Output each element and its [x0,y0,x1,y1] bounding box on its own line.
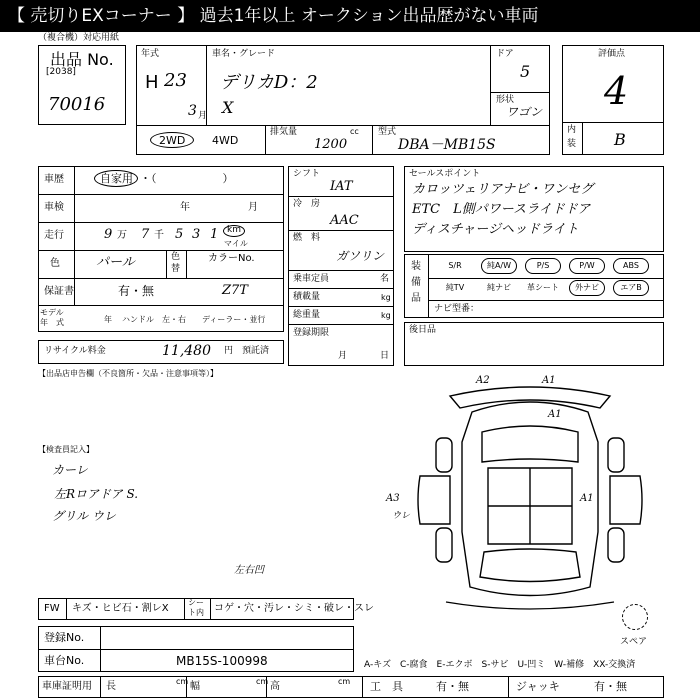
load-label: 積載量 [293,292,321,302]
seller-notes-label: 【出品店申告欄（不良箇所・欠品・注意事項等）】 [38,369,218,378]
selling-point-3: ディスチャージヘッドライト [412,222,579,237]
history-label: 車歴 [44,174,64,185]
model-row-label-top: モデル [40,308,64,317]
mileage-digit-3: 1 [210,227,219,242]
model-month-value: 3 [188,103,197,119]
warranty-label: 保証書 [44,286,74,297]
garage-cert-label: 車庫証明用 [42,681,92,692]
inspection-year-unit: 年 [180,202,190,213]
fw-text: キズ・ヒビ石・割レX [72,603,169,614]
history-other: ・（ ） [140,172,234,185]
inspection-label: 車検 [44,202,64,213]
equipment-item: 革シート [527,283,559,292]
inspection-month-unit: 月 [248,202,258,213]
displacement-value: 1200 [314,137,348,152]
spare-tire-icon [622,604,648,630]
shift-label: シフト [293,169,321,179]
car-grade: X [222,98,234,117]
entry-small-number: [2038] [46,67,76,77]
equipment-circle [613,258,649,274]
damage-legend: A-キズ C-腐食 E-エクボ S-サビ U-凹ミ W-補修 XX-交換済 [364,660,636,670]
color-value: パール [96,255,135,270]
damage-diagram [410,372,650,612]
tools-label: 工 具 [370,680,403,693]
fw-text-2: コゲ・穴・汚レ・シミ・破レ・スレ [214,603,374,614]
rating-value: 4 [604,69,629,113]
model-code-value: DBA－MB15S [398,137,496,153]
cert-divider [266,676,267,698]
navi-model-label: ナビ型番： [434,304,480,314]
fuel-label: 燃 料 [293,233,321,243]
mileage-unit-mile: マイル [224,239,248,248]
load-unit: kg [381,293,391,302]
model-year-value: 23 [164,70,187,91]
inspector-note-3: グリル ウレ [52,509,116,523]
jack-label: ジャッキ [516,680,560,693]
tools-value: 有・無 [436,680,469,693]
cert-unit: cm [176,677,189,686]
damage-label-right-side: A1 [580,493,594,504]
model-row-dealer: ディーラー・並行 [202,315,266,324]
fuel-value: ガソリン [336,249,385,263]
header-banner: 【 売切りEXコーナー 】 過去1年以上 オークション出品歴がない車両 [0,0,700,32]
equipment-circle [481,258,517,274]
model-row-handle: ハンドル 左・右 [122,315,186,324]
selling-points-label: セールスポイント [409,169,481,179]
damage-label-left-side: A3 [386,493,400,504]
equipment-label-3: 品 [411,293,421,304]
name-grade-label: 車名・グレード [212,49,276,59]
first-reg-unit: 月 [338,351,348,361]
model-year-label: 年式 [141,49,160,59]
selling-point-2: ETC L側パワースライドドア [412,202,591,217]
equipment-item: 外ナビ [575,283,599,292]
mileage-man-value: 9 [104,227,113,242]
equipment-item: P/S [536,261,550,270]
jack-value: 有・無 [594,680,627,693]
equipment-item: エアB [620,283,642,292]
selling-point-1: カロッツェリアナビ・ワンセグ [412,182,594,197]
mileage-digit-1: 5 [175,227,184,242]
mileage-sen-unit: 千 [154,230,164,241]
cert-dimension-label: 長 [106,681,116,692]
post-install-box [404,322,664,366]
registration-label: 登録No. [44,631,85,644]
model-code-label: 型式 [378,127,397,137]
first-reg-unit2: 日 [380,351,390,361]
equipment-item: 純TV [445,283,465,292]
weight-unit: kg [381,311,391,320]
drive-option-2wd: 2WD [159,134,186,147]
mileage-unit-km: km [227,225,241,235]
interior-value: B [614,130,626,149]
model-row-year: 年 [104,315,112,324]
color-change-top: 色 [171,252,181,262]
weight-label: 総重量 [293,310,321,320]
cert-dimension-label: 高 [270,681,280,692]
inspector-label: 【検査員記入】 [38,445,94,454]
color-code-label: カラーNo. [208,253,255,264]
chassis-label: 車台No. [44,654,85,667]
paper-note: （複合機）対応用紙 [38,33,120,43]
equipment-item: 純A/W [486,261,512,270]
capacity-unit: 名 [380,274,390,284]
displacement-unit: cc [350,127,359,136]
cert-unit: cm [338,677,351,686]
model-month-unit: 月 [198,111,208,121]
entry-number: 70016 [48,94,106,115]
recycle-value: 11,480 [162,343,211,359]
interior-label-top: 内 [567,125,577,135]
entry-label: 出品 No. [50,50,114,69]
doors-value: 5 [520,62,531,81]
mileage-digit-2: 3 [192,227,201,242]
first-reg-label: 登録期限 [293,328,330,338]
spare-label: スペア [620,637,648,647]
equipment-circle [569,258,605,274]
equipment-circle [613,280,649,296]
model-year-era: H [145,72,159,93]
equipment-label-1: 装 [411,261,421,272]
fw-label: FW [44,603,60,614]
shift-value: IAT [330,179,353,194]
cert-divider [186,676,187,698]
mileage-label: 走行 [44,230,64,241]
bottom-row [38,676,664,698]
model-row-label-bottom: 年 式 [40,318,64,327]
damage-label-front-right: A1 [542,375,556,386]
shape-value: ワゴン [506,105,543,119]
capacity-label: 乗車定員 [293,274,330,284]
rating-label: 評価点 [598,49,626,59]
displacement-label: 排気量 [270,127,298,137]
fw-sheet-bottom: ト内 [188,608,204,617]
interior-label-bottom: 装 [567,139,577,149]
color-change-bottom: 替 [171,264,181,274]
mileage-man-unit: 万 [117,230,127,241]
post-install-label: 後日品 [409,325,437,335]
equipment-item: ABS [623,261,639,270]
chassis-value: MB15S-100998 [176,654,268,668]
car-name: デリカD：2 [220,72,318,93]
recycle-unit: 円 [224,346,234,356]
inspector-note-2: 左Rロアドア S. [54,487,139,501]
damage-label-left-side-note: ウレ [392,511,411,521]
shape-label: 形状 [496,95,515,105]
drive-option-4wd: 4WD [212,134,239,147]
inspector-note-4: 左右凹 [234,565,264,576]
warranty-value: 有・無 [118,284,155,298]
color-label: 色 [50,258,60,269]
inspector-note-1: カーレ [52,463,88,477]
recycle-label: リサイクル料金 [44,346,106,356]
equipment-circle [525,258,561,274]
damage-label-hood: A1 [548,409,562,420]
mileage-sen-value: 7 [141,227,150,242]
equipment-item: S/R [448,261,462,270]
equipment-item: P/W [579,261,595,270]
ac-value: AAC [330,213,359,228]
equipment-circle [569,280,605,296]
damage-label-front-left: A2 [476,375,490,386]
cert-unit: cm [256,677,269,686]
fw-sheet-top: シー [188,598,204,607]
history-value: 自家用 [100,172,133,185]
doors-label: ドア [496,49,514,59]
equipment-item: 純ナビ [487,283,511,292]
color-code-value: Z7T [222,283,248,298]
ac-label: 冷 房 [293,199,321,209]
equipment-label-2: 備 [411,277,421,288]
recycle-note: 預託済 [242,346,270,356]
cert-dimension-label: 幅 [190,681,200,692]
